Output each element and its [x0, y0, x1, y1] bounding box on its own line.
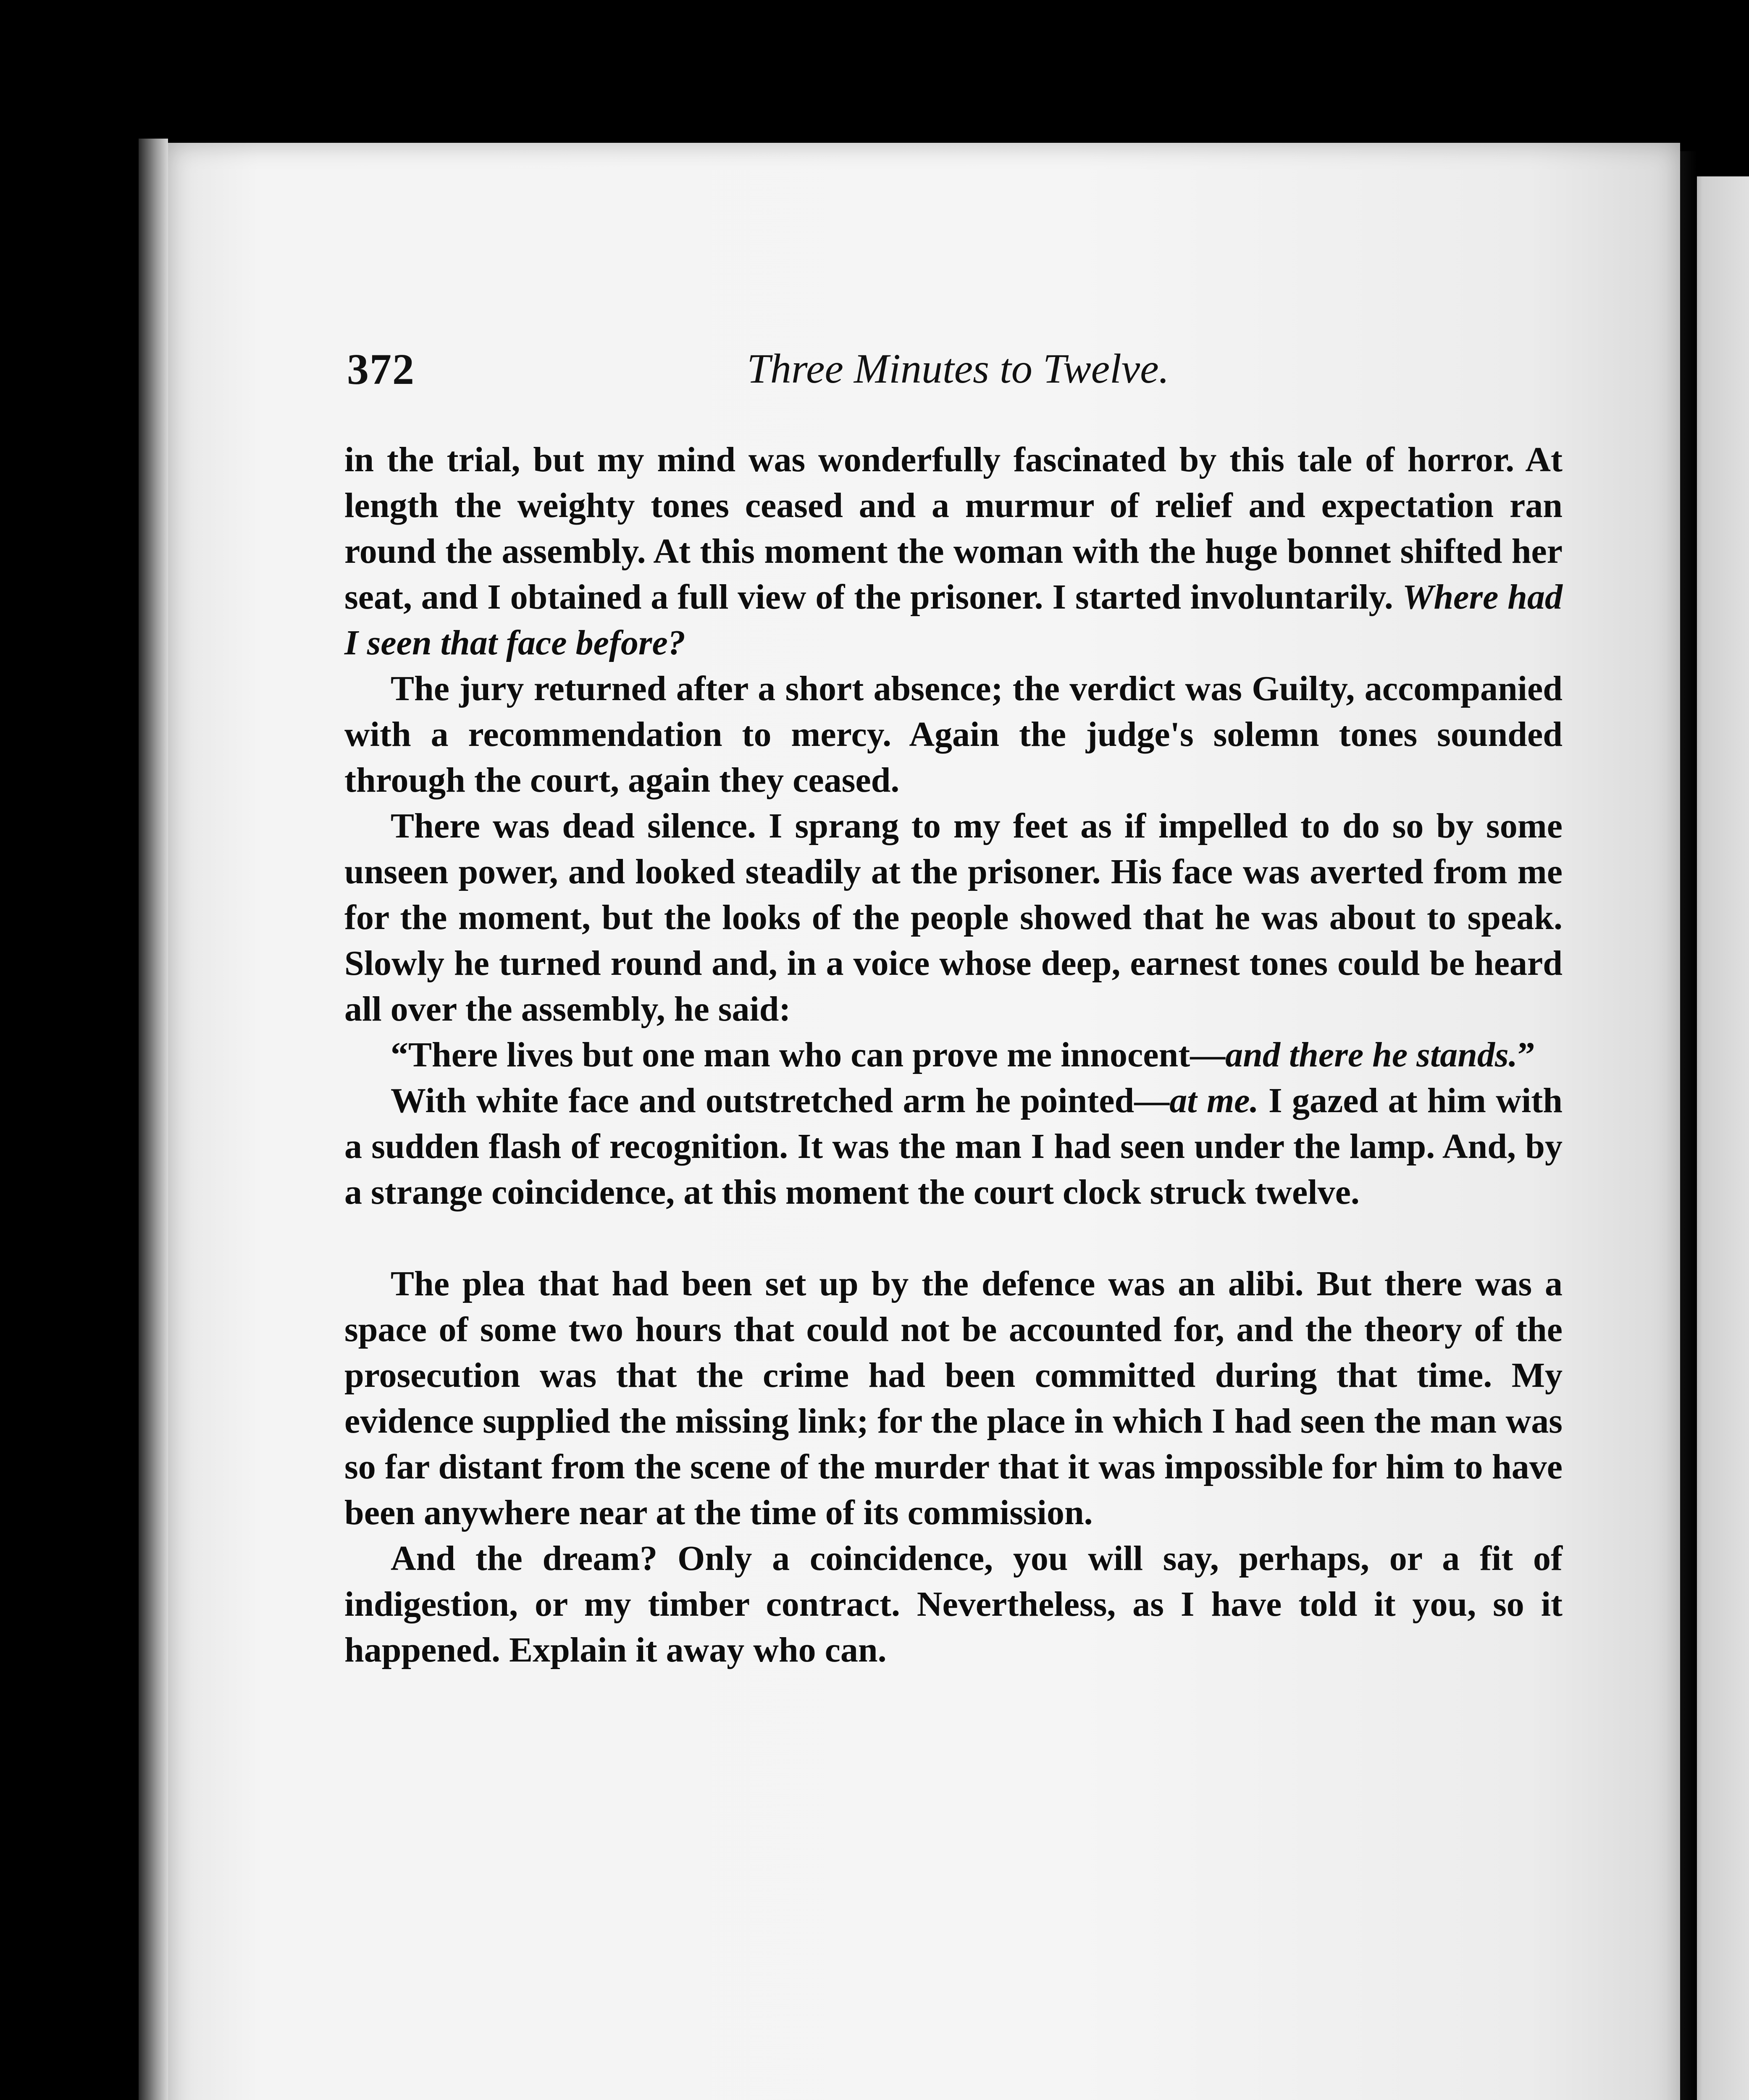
paragraph-5	[344, 1078, 1563, 1215]
paragraph-4	[344, 1032, 1563, 1078]
running-title: Three Minutes to Twelve.	[747, 345, 1169, 392]
paragraph-5-text: With white face and outstretched arm he pointed—	[391, 1081, 1170, 1120]
paragraph-1-italic: Where had I seen that face before?	[344, 578, 1563, 662]
paragraph-1-text: in the trial, but my mind was wonderfully fascinated by this tale of horror. At length the weighty tones ceased and a murmur of relief and expectation ran round the assembly. At this moment the woman with the huge bonnet shifted her seat, and I obtained a full view of the prisoner. I started involuntarily.	[344, 440, 1563, 617]
page-number: 372	[347, 345, 415, 394]
paragraph-4-italic: and there he stands.	[1225, 1035, 1518, 1074]
paragraph-5-rest: I gazed at him with a sudden flash of recognition. It was the man I had seen under the lamp. And, by a strange coincidence, at this moment the court clock struck twelve.	[344, 1081, 1563, 1212]
page-left-edge	[139, 139, 168, 2100]
paragraph-5-italic: at me.	[1169, 1081, 1259, 1120]
paragraph-3: There was dead silence. I sprang to my feet as if impelled to do so by some unseen power, and looked steadily at the prisoner. His face was averted from me for the moment, but the looks of the people showed that he was about to speak. Slowly he turned round and, in a voice whose deep, earnest tones could be heard all over the assembly, he said:	[344, 806, 1563, 1029]
paragraph-1	[344, 437, 1563, 666]
paragraph-4-text: “There lives but one man who can prove me innocent—	[391, 1035, 1226, 1074]
paragraph-4-close-quote: ”	[1517, 1035, 1535, 1074]
paragraph-2: The jury returned after a short absence; the verdict was Guilty, accompanied with a recommendation to mercy. Again the judge's solemn tones sounded through the court, again they ceased.	[344, 669, 1563, 800]
paragraph-7: And the dream? Only a coincidence, you will say, perhaps, or a fit of indigestion, or my timber contract. Nevertheless, as I have told it you, so it happened. Explain it away who can.	[344, 1539, 1563, 1670]
running-head	[347, 344, 1569, 395]
paragraph-6: The plea that had been set up by the defence was an alibi. But there was a space of some two hours that could not be accounted for, and the theory of the prosecution was that the crime had been committed during that time. My evidence supplied the missing link; for the place in which I had seen the man was so far distant from the scene of the murder that it was impossible for him to have been anywhere near at the time of its commission.	[344, 1264, 1563, 1532]
body-text	[344, 437, 1563, 1673]
